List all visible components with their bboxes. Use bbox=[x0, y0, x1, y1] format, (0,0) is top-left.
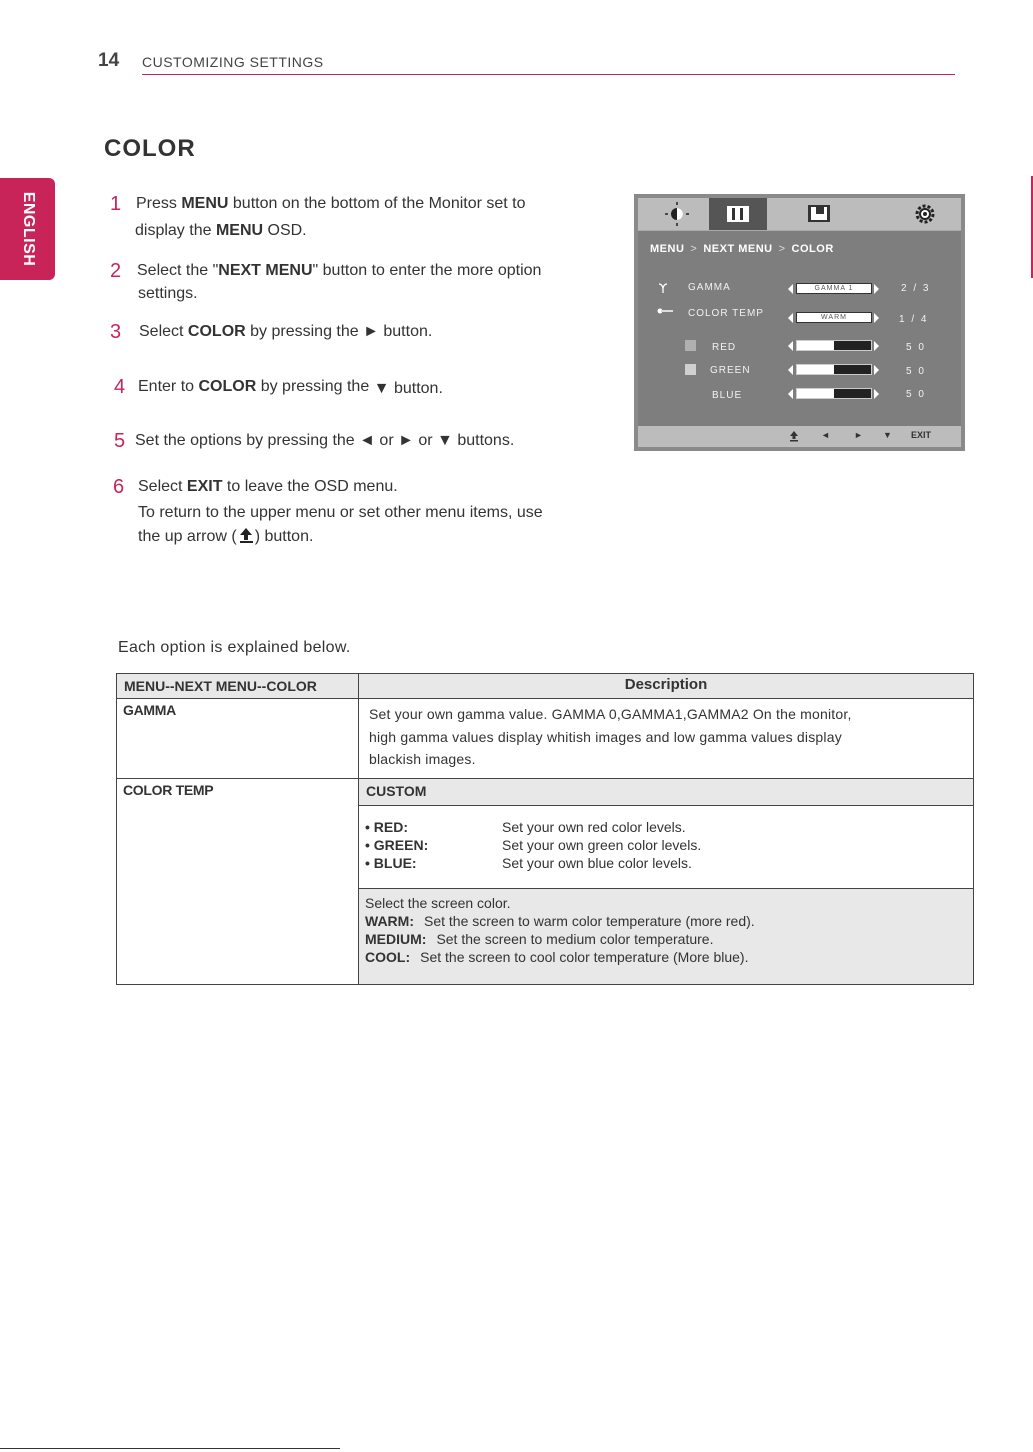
step-text-line2: To return to the upper menu or set other menu items, use bbox=[138, 504, 543, 521]
osd-color-temp-value-box: WARM bbox=[796, 312, 872, 323]
table-row-gamma bbox=[117, 699, 974, 779]
osd-green-value: 5 0 bbox=[906, 366, 926, 377]
up-arrow-icon bbox=[788, 430, 800, 442]
thermometer-icon bbox=[657, 308, 673, 314]
step-text: Enter to COLOR by pressing the ▼ button. bbox=[138, 378, 443, 397]
step-text-line3: the up arrow ( ) button. bbox=[138, 528, 314, 545]
language-tab bbox=[0, 178, 55, 280]
green-swatch-icon bbox=[685, 364, 696, 375]
exit-button-label: EXIT bbox=[911, 430, 932, 440]
step-number: 2 bbox=[110, 260, 122, 282]
language-tab-label: ENGLISH bbox=[19, 191, 37, 267]
option-description-gamma bbox=[359, 699, 974, 779]
table-row-color-temp bbox=[117, 779, 974, 806]
step-2 bbox=[110, 259, 610, 307]
step-number: 4 bbox=[114, 376, 126, 398]
osd-label-blue: BLUE bbox=[712, 390, 743, 401]
osd-panel bbox=[638, 230, 961, 427]
gear-icon bbox=[896, 198, 954, 230]
osd-blue-slider bbox=[796, 388, 872, 399]
right-arrow-icon bbox=[874, 313, 879, 323]
screen-color-intro: Select the screen color. bbox=[365, 895, 511, 911]
osd-label-color-temp: COLOR TEMP bbox=[688, 308, 764, 319]
table-header-row bbox=[117, 674, 974, 699]
right-arrow-icon bbox=[874, 365, 879, 375]
down-button-icon: ▼ bbox=[883, 430, 892, 440]
step-number: 3 bbox=[110, 321, 122, 343]
step-5 bbox=[114, 429, 614, 455]
custom-description bbox=[359, 806, 974, 889]
left-arrow-icon bbox=[788, 341, 793, 351]
header-rule bbox=[142, 74, 955, 75]
step-number: 6 bbox=[113, 476, 125, 498]
osd-tab-display bbox=[789, 198, 847, 230]
step-text: Press MENU button on the bottom of the Monitor set to bbox=[136, 195, 526, 212]
osd-red-slider bbox=[796, 340, 872, 351]
osd-label-green: GREEN bbox=[710, 365, 751, 376]
red-swatch-icon bbox=[685, 340, 696, 351]
display-icon bbox=[789, 198, 847, 230]
osd-green-slider bbox=[796, 364, 872, 375]
left-arrow-icon bbox=[788, 365, 793, 375]
list-item: MEDIUM: Set the screen to medium color temperature. bbox=[365, 931, 714, 947]
page-number: 14 bbox=[98, 50, 120, 71]
list-item: COOL: Set the screen to cool color temperature (More blue). bbox=[365, 949, 749, 965]
step-text: Set the options by pressing the ◄ or ► or ▼ buttons. bbox=[135, 432, 515, 449]
column-header-description: Description bbox=[359, 674, 974, 699]
osd-tab-bar bbox=[638, 198, 961, 230]
gamma-description-line: high gamma values display whitish images and low gamma values display bbox=[369, 729, 842, 745]
osd-gamma-count: 2 / 3 bbox=[901, 283, 931, 294]
right-arrow-icon bbox=[874, 341, 879, 351]
right-button-icon: ► bbox=[854, 430, 863, 440]
left-button-icon: ◄ bbox=[821, 430, 830, 440]
osd-tab-color bbox=[709, 198, 767, 230]
osd-tab-picture bbox=[648, 198, 706, 230]
page-heading: COLOR bbox=[104, 135, 196, 162]
options-table bbox=[116, 673, 974, 985]
osd-label-gamma: GAMMA bbox=[688, 282, 731, 293]
step-3 bbox=[110, 320, 610, 346]
column-header-menu: MENU--NEXT MENU--COLOR bbox=[117, 674, 359, 699]
step-6 bbox=[113, 475, 613, 551]
up-arrow-icon bbox=[237, 526, 255, 544]
explanation-intro: Each option is explained below. bbox=[118, 639, 351, 656]
color-bars-icon bbox=[709, 198, 767, 230]
gamma-icon bbox=[658, 282, 668, 294]
osd-red-value: 5 0 bbox=[906, 342, 926, 353]
list-item: • BLUE: Set your own blue color levels. bbox=[365, 855, 692, 871]
list-item: • GREEN: Set your own green color levels. bbox=[365, 837, 702, 853]
brightness-icon bbox=[648, 198, 706, 230]
screen-color-description bbox=[359, 889, 974, 985]
osd-button-bar bbox=[638, 426, 961, 447]
step-number: 5 bbox=[114, 430, 126, 452]
right-arrow-icon bbox=[874, 284, 879, 294]
step-text: Select COLOR by pressing the ► button. bbox=[139, 323, 433, 340]
step-1 bbox=[110, 192, 610, 244]
osd-gamma-value-box: GAMMA 1 bbox=[796, 283, 872, 294]
left-arrow-icon bbox=[788, 313, 793, 323]
step-text-line2: display the MENU OSD. bbox=[135, 222, 307, 239]
osd-label-red: RED bbox=[712, 342, 737, 353]
list-item: • RED: Set your own red color levels. bbox=[365, 819, 686, 835]
option-name-color-temp: COLOR TEMP bbox=[117, 779, 359, 985]
osd-color-temp-count: 1 / 4 bbox=[899, 314, 929, 325]
gamma-description-line: blackish images. bbox=[369, 751, 476, 767]
right-arrow-icon bbox=[874, 389, 879, 399]
list-item: WARM: Set the screen to warm color temperature (more red). bbox=[365, 913, 755, 929]
osd-screenshot bbox=[634, 194, 965, 451]
custom-subheader: CUSTOM bbox=[359, 779, 974, 806]
left-arrow-icon bbox=[788, 389, 793, 399]
section-title: CUSTOMIZING SETTINGS bbox=[142, 54, 324, 70]
gamma-description-line: Set your own gamma value. GAMMA 0,GAMMA1,GAMMA2 On the monitor, bbox=[369, 706, 852, 722]
footer-rule bbox=[0, 1448, 340, 1449]
step-4 bbox=[114, 375, 614, 401]
step-text: Select EXIT to leave the OSD menu. bbox=[138, 478, 398, 495]
step-text: Select the "NEXT MENU" button to enter the more option bbox=[137, 262, 542, 279]
option-name-gamma: GAMMA bbox=[117, 699, 359, 779]
osd-blue-value: 5 0 bbox=[906, 389, 926, 400]
osd-breadcrumb: MENU > NEXT MENU > COLOR bbox=[650, 243, 834, 255]
osd-tab-settings bbox=[896, 198, 954, 230]
step-text-line2: settings. bbox=[138, 285, 198, 302]
step-number: 1 bbox=[110, 193, 122, 215]
left-arrow-icon bbox=[788, 284, 793, 294]
